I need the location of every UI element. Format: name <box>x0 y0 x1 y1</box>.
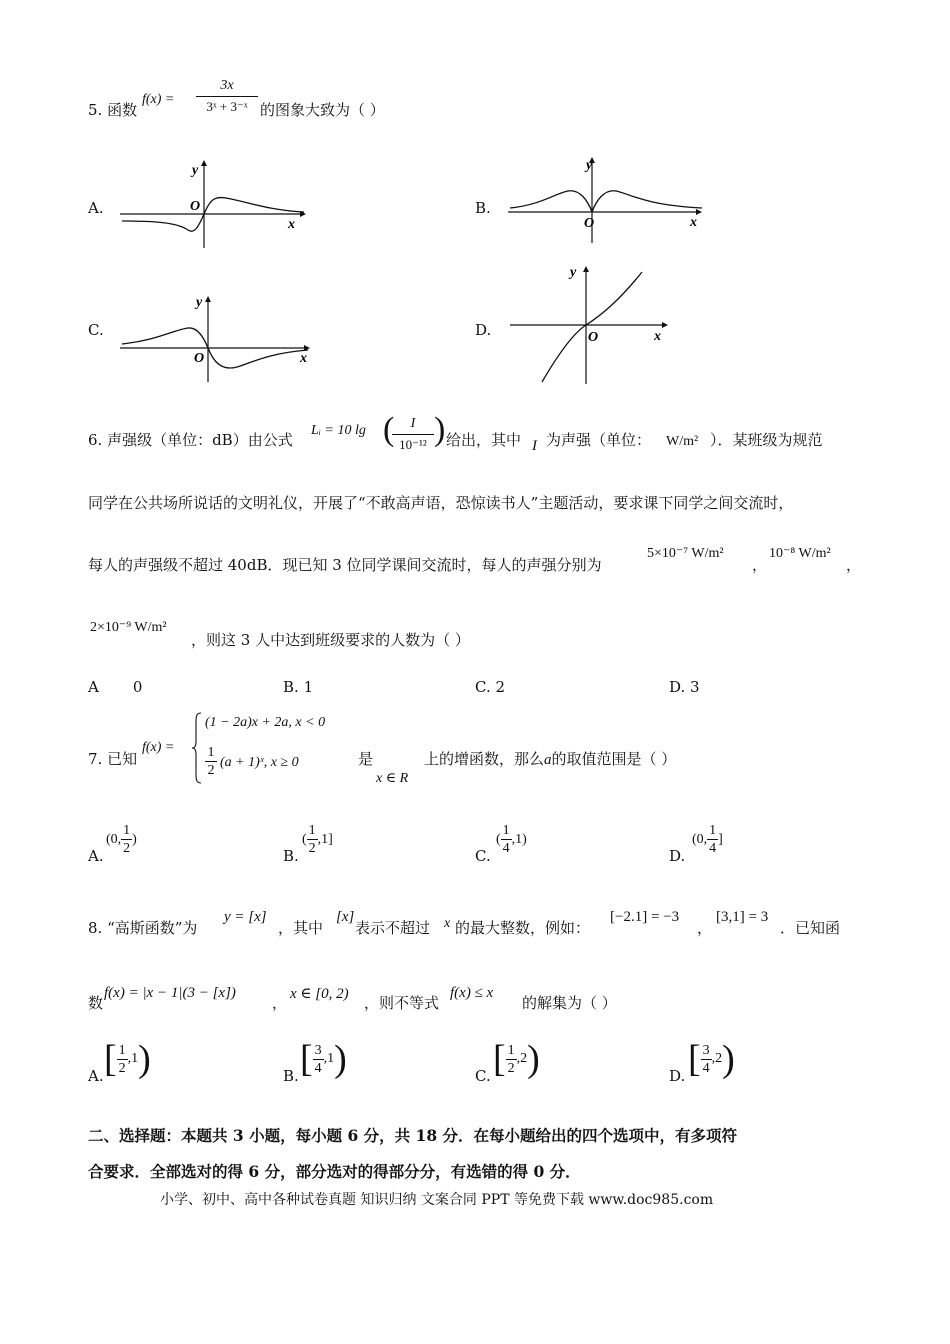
q8-option-a-num: 1 <box>118 1042 126 1058</box>
q7-option-a-post: ) <box>132 831 137 847</box>
q8-option-c-expr <box>493 1040 540 1078</box>
q7-option-c-pre: ( <box>496 831 501 847</box>
q8-option-b-den: 4 <box>314 1060 322 1076</box>
q8-inequality: f(x) ≤ x <box>450 985 494 1001</box>
q8-line2-mid: ，则不等式 <box>364 994 440 1012</box>
q7-option-d-num: 1 <box>709 823 717 838</box>
q8-line1-prefix: 8. “高斯函数”为 <box>88 919 198 937</box>
q6-line4: ，则这 3 人中达到班级要求的人数为（ ） <box>191 631 470 649</box>
q8-option-c-label: C. <box>475 1067 491 1085</box>
q8-option-b-lbracket: [ <box>300 1038 313 1080</box>
q5-fraction <box>196 76 258 117</box>
q7-option-a-frac <box>121 822 132 857</box>
q7-option-a-num: 1 <box>123 823 131 838</box>
q6-value-3: 2×10⁻⁹ W/m² <box>90 620 167 635</box>
q8-option-c-post: ,2 <box>516 1051 528 1066</box>
q7-option-c-frac <box>501 822 512 857</box>
q8-option-a-label: A. <box>88 1067 104 1085</box>
q8-option-c-rparen: ) <box>527 1038 540 1080</box>
q6-frac-num: I <box>392 414 434 435</box>
q8-function: f(x) = |x − 1|(3 − [x]) <box>104 985 236 1001</box>
q6-comma-1: ， <box>752 556 768 574</box>
q6-formula-rparen: ) <box>434 411 446 448</box>
q6-option-b-label: B. <box>283 678 299 696</box>
q5-lhs: f(x) = <box>142 92 175 107</box>
q6-comma-2: ， <box>846 556 862 574</box>
q6-line1-prefix: 6. 声强级（单位：dB）由公式 <box>88 431 293 449</box>
q8-option-a-rparen: ) <box>138 1038 151 1080</box>
q7-option-b-pre: ( <box>302 831 307 847</box>
q8-line2-suffix: 的解集为（ ） <box>522 994 617 1012</box>
q6-line1-mid2: 为声强（单位： <box>546 431 652 449</box>
q8-option-c-lbracket: [ <box>493 1038 506 1080</box>
q8-line1-mid3: 的最大整数，例如： <box>455 919 591 937</box>
graph-b-y-label: y <box>586 158 593 173</box>
q8-option-b-rparen: ) <box>334 1038 347 1080</box>
q7-lhs: f(x) = <box>142 740 175 755</box>
q6-line3: 每人的声强级不超过 40dB．现已知 3 位同学课间交流时，每人的声强分别为 <box>88 556 602 574</box>
q8-option-a-lbracket: [ <box>104 1038 117 1080</box>
q7-suffix <box>424 749 676 770</box>
q8-option-d-frac <box>701 1042 712 1077</box>
q7-case1: (1 − 2a)x + 2a, x < 0 <box>205 715 326 730</box>
q7-option-d-post: ] <box>718 831 723 847</box>
q8-comma-1: ， <box>697 919 713 937</box>
q8-option-d-lbracket: [ <box>688 1038 701 1080</box>
q7-domain: x ∈ R <box>376 771 409 786</box>
q7-option-a-den: 2 <box>123 841 131 856</box>
q8-x: x <box>444 916 451 931</box>
q5-den: 3ˣ + 3⁻ˣ <box>206 99 248 114</box>
q6-option-c-value: 2 <box>495 678 506 696</box>
q7-suffix-text2: 的取值范围是（ ） <box>551 750 677 768</box>
q8-option-b-label: B. <box>283 1067 299 1085</box>
q8-option-b-post: ,1 <box>323 1051 335 1066</box>
q6-line2: 同学在公共场所说话的文明礼仪，开展了“不敢高声语，恐惊读书人”主题活动，要求课下同学之间交流时， <box>88 494 794 512</box>
q7-option-a-label: A. <box>88 847 104 865</box>
q8-option-d-num: 3 <box>702 1042 710 1058</box>
q6-formula-lhs: Lᵢ = 10 lg <box>311 423 366 438</box>
q5-graph-b <box>506 153 706 245</box>
q6-option-c-label: C. <box>475 678 491 696</box>
q7-option-d-frac <box>707 822 718 857</box>
q8-option-c-num: 1 <box>507 1042 515 1058</box>
q7-option-c-label: C. <box>475 847 491 865</box>
q7-option-c-den: 4 <box>502 841 510 856</box>
q5-num: 3x <box>196 76 258 97</box>
q8-option-d-label: D. <box>669 1067 686 1085</box>
graph-d-origin: O <box>588 330 599 345</box>
q7-option-b-post: ,1] <box>317 831 333 847</box>
q7-is: 是 <box>358 750 374 768</box>
q8-option-a-frac <box>117 1042 128 1077</box>
footer-text: 小学、初中、高中各种试卷真题 知识归纳 文案合同 PPT 等免费下载 www.doc985.com <box>160 1192 714 1208</box>
q8-domain: x ∈ [0, 2) <box>290 986 349 1002</box>
q8-line1-suffix: ．已知函 <box>780 919 841 937</box>
q6-frac-den: 10⁻¹² <box>399 437 427 452</box>
q6-option-b <box>283 677 313 697</box>
q7-prefix: 7. 已知 <box>88 750 138 768</box>
q6-line1-mid: 给出，其中 <box>446 431 522 449</box>
q8-option-d-expr <box>688 1040 735 1078</box>
q8-option-a-expr <box>104 1040 151 1078</box>
section2-heading-line1: 二、选择题：本题共 3 小题，每小题 6 分，共 18 分．在每小题给出的四个选项中，有多项符 <box>88 1126 738 1145</box>
graph-c-x-label: x <box>300 351 307 366</box>
q5-option-c-label: C. <box>88 321 104 339</box>
section2-heading-line2: 合要求．全部选对的得 6 分，部分选对的得部分分，有选错的得 0 分． <box>88 1162 581 1181</box>
q7-option-c-expr <box>496 822 527 857</box>
q5-suffix: 的图象大致为（ ） <box>260 101 385 119</box>
graph-c-y-label: y <box>196 295 203 310</box>
q5-option-a-label: A. <box>88 199 104 217</box>
q7-option-c-num: 1 <box>502 823 510 838</box>
q8-option-a-post: ,1 <box>127 1051 139 1066</box>
q8-option-b-num: 3 <box>314 1042 322 1058</box>
q7-option-b-label: B. <box>283 847 299 865</box>
q6-line1-suffix: ）．某班级为规范 <box>710 431 823 449</box>
graph-a-origin: O <box>190 199 201 214</box>
q8-option-c-frac <box>506 1042 517 1077</box>
q7-case2-den: 2 <box>207 763 215 778</box>
q5-graph-c <box>118 292 318 384</box>
q7-option-c-post: ,1) <box>511 831 527 847</box>
q7-option-a-expr <box>106 822 137 857</box>
q7-a: a <box>544 752 552 768</box>
q8-option-d-post: ,2 <box>711 1051 723 1066</box>
q7-option-d-pre: (0, <box>692 831 708 847</box>
q6-option-b-value: 1 <box>303 678 314 696</box>
q6-formula-fraction <box>392 414 434 455</box>
q7-option-b-frac <box>307 822 318 857</box>
q6-value-1: 5×10⁻⁷ W/m² <box>647 546 724 561</box>
q5-prefix: 5. 函数 <box>88 101 138 119</box>
q6-formula-lparen: ( <box>383 411 395 448</box>
graph-b-x-label: x <box>690 215 697 230</box>
q7-case2-rest: (a + 1)ˣ, x ≥ 0 <box>220 755 299 770</box>
q7-brace <box>191 711 203 785</box>
q7-case2-num: 1 <box>205 744 217 762</box>
q7-option-d-label: D. <box>669 847 686 865</box>
q8-line1-mid: ，其中 <box>278 919 324 937</box>
q7-option-b-num: 1 <box>308 823 316 838</box>
q6-value-2: 10⁻⁸ W/m² <box>769 546 831 561</box>
q7-option-a-pre: (0, <box>106 831 122 847</box>
q6-option-a <box>88 677 142 697</box>
q6-option-a-label: A <box>88 678 99 696</box>
graph-a-x-label: x <box>288 217 295 232</box>
graph-b-origin: O <box>584 216 595 231</box>
q5-option-d-label: D. <box>475 321 492 339</box>
q8-option-b-frac <box>313 1042 324 1077</box>
q5-option-b-label: B. <box>475 199 491 217</box>
graph-c-origin: O <box>194 351 205 366</box>
graph-d-x-label: x <box>654 329 661 344</box>
q7-option-b-expr <box>302 822 333 857</box>
q8-line2-prefix: 数 <box>88 994 104 1012</box>
q6-option-d <box>669 677 700 697</box>
q7-option-d-den: 4 <box>709 841 717 856</box>
graph-a-y-label: y <box>192 163 199 178</box>
q6-option-c <box>475 677 505 697</box>
q6-unit: W/m² <box>666 434 699 449</box>
q8-def: y = [x] <box>224 909 267 925</box>
q8-option-d-den: 4 <box>702 1060 710 1076</box>
q7-option-b-den: 2 <box>308 841 316 856</box>
q7-suffix-text: 上的增函数，那么 <box>424 750 545 768</box>
q8-option-d-rparen: ) <box>722 1038 735 1080</box>
q8-example-1: [−2.1] = −3 <box>610 909 680 925</box>
graph-d-y-label: y <box>570 265 577 280</box>
q8-option-b-expr <box>300 1040 347 1078</box>
q7-option-d-expr <box>692 822 723 857</box>
q8-comma-2: ， <box>272 994 288 1012</box>
q8-option-c-den: 2 <box>507 1060 515 1076</box>
q7-case2-fraction <box>205 744 217 779</box>
q8-option-a-den: 2 <box>118 1060 126 1076</box>
q6-option-d-value: 3 <box>690 678 700 696</box>
q6-option-d-label: D. <box>669 678 686 696</box>
q8-line1-mid2: 表示不超过 <box>355 919 431 937</box>
q8-example-2: [3,1] = 3 <box>716 909 769 925</box>
q5-graph-d <box>506 262 676 386</box>
q6-option-a-value: 0 <box>132 678 143 696</box>
q8-bx: [x] <box>336 909 355 925</box>
q5-graph-a <box>118 158 308 250</box>
q6-I: I <box>532 438 537 454</box>
